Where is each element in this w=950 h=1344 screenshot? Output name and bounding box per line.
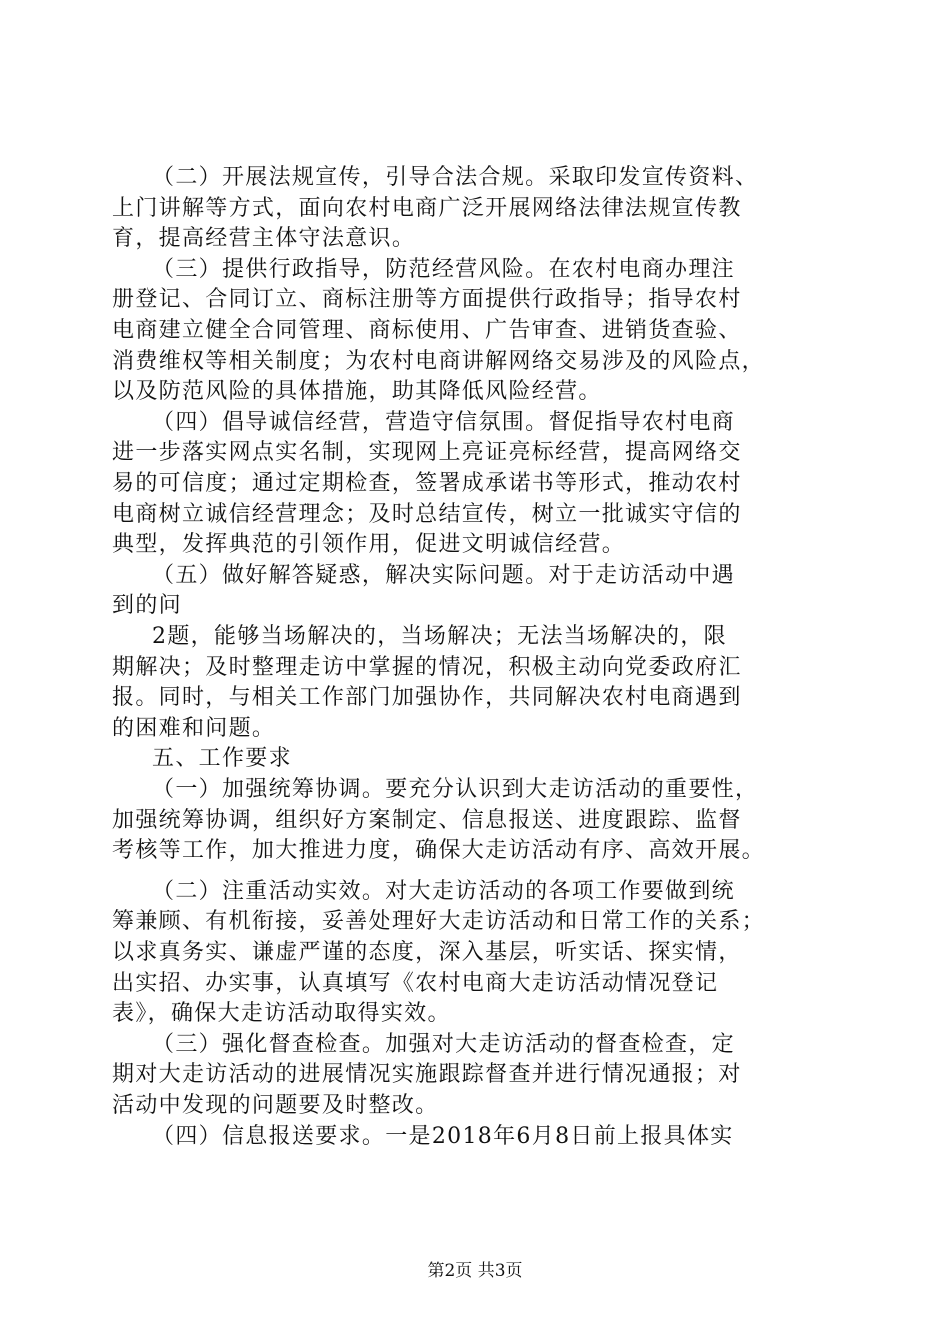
text-line: 报。同时，与相关工作部门加强协作，共同解决农村电商遇到 (112, 685, 742, 710)
text-line: 加强统筹协调，组织好方案制定、信息报送、进度跟踪、监督 (112, 808, 742, 833)
page-number-footer: 第2页 共3页 (427, 1261, 523, 1281)
text-line: （五）做好解答疑惑，解决实际问题。对于走访活动中遇 (152, 563, 736, 588)
text-line: 消费维权等相关制度；为农村电商讲解网络交易涉及的风险点， (112, 349, 765, 374)
text-line: 育，提高经营主体守法意识。 (112, 226, 416, 251)
text-line: 期对大走访活动的进展情况实施跟踪督查并进行情况通报；对 (112, 1062, 742, 1087)
text-line: 活动中发现的问题要及时整改。 (112, 1093, 439, 1118)
text-line: （四）信息报送要求。一是2018年6月8日前上报具体实 (152, 1124, 734, 1149)
section-heading: 五、工作要求 (152, 746, 292, 771)
text-line: 出实招、办实事，认真填写《农村电商大走访活动情况登记 (112, 971, 719, 996)
text-line: （一）加强统筹协调。要充分认识到大走访活动的重要性， (152, 777, 759, 802)
text-line: 上门讲解等方式，面向农村电商广泛开展网络法律法规宣传教 (112, 196, 742, 221)
text-line: 以及防范风险的具体措施，助其降低风险经营。 (112, 379, 602, 404)
text-line: 进一步落实网点实名制，实现网上亮证亮标经营，提高网络交 (112, 440, 742, 465)
text-line: 2题，能够当场解决的，当场解决；无法当场解决的，限 (152, 624, 727, 649)
text-line: 考核等工作，加大推进力度，确保大走访活动有序、高效开展。 (112, 838, 765, 863)
text-line: 表》，确保大走访活动取得实效。 (112, 1001, 451, 1026)
text-line: （二）注重活动实效。对大走访活动的各项工作要做到统 (152, 879, 736, 904)
text-line: 期解决；及时整理走访中掌握的情况，积极主动向党委政府汇 (112, 655, 742, 680)
text-line: 的困难和问题。 (112, 716, 276, 741)
text-line: 到的问 (112, 593, 182, 618)
text-line: 以求真务实、谦虚严谨的态度，深入基层，听实话、探实情， (112, 940, 742, 965)
text-line: 易的可信度；通过定期检查，签署成承诺书等形式，推动农村 (112, 471, 742, 496)
text-line: 电商树立诚信经营理念；及时总结宣传，树立一批诚实守信的 (112, 502, 742, 527)
text-line: 典型，发挥典范的引领作用，促进文明诚信经营。 (112, 532, 626, 557)
text-line: （二）开展法规宣传，引导合法合规。采取印发宣传资料、 (152, 165, 759, 190)
text-line: 筹兼顾、有机衔接，妥善处理好大走访活动和日常工作的关系； (112, 909, 765, 934)
text-line: （三）提供行政指导，防范经营风险。在农村电商办理注 (152, 257, 736, 282)
text-line: （三）强化督查检查。加强对大走访活动的督查检查，定 (152, 1032, 736, 1057)
text-line: （四）倡导诚信经营，营造守信氛围。督促指导农村电商 (152, 410, 736, 435)
text-line: 电商建立健全合同管理、商标使用、广告审查、进销货查验、 (112, 318, 742, 343)
text-line: 册登记、合同订立、商标注册等方面提供行政指导；指导农村 (112, 287, 742, 312)
